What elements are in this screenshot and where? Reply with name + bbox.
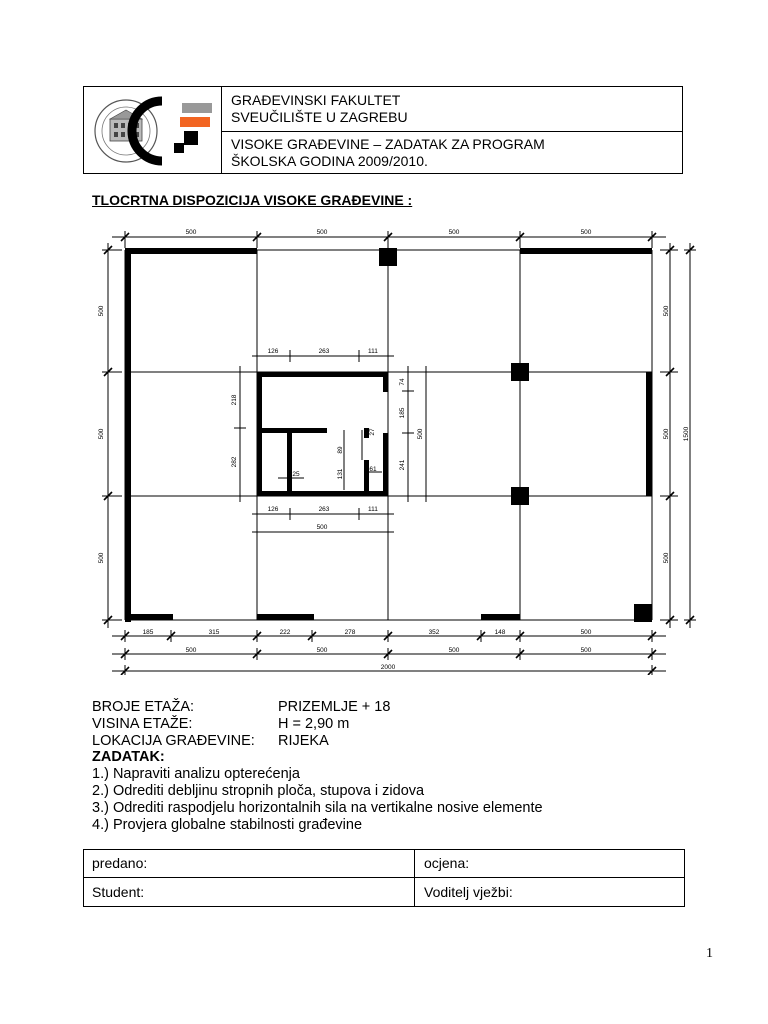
dim-right-1: 500 xyxy=(663,305,670,317)
dim-bottom-7: 500 xyxy=(580,629,592,636)
predano-label: predano: xyxy=(92,855,148,871)
floor-plan-drawing xyxy=(0,225,768,675)
dim-right-3: 500 xyxy=(663,552,670,564)
task-item-1: 1.) Napraviti analizu opterećenja xyxy=(92,766,300,782)
task-item-4: 4.) Provjera globalne stabilnosti građevine xyxy=(92,817,363,833)
dim-left-1: 500 xyxy=(98,305,105,317)
task-item-2: 2.) Odrediti debljinu stropnih ploča, stupova i zidova xyxy=(92,783,425,799)
dim-bottom-1: 185 xyxy=(142,629,154,636)
header-divider-horizontal xyxy=(221,131,682,132)
dim-core-inner-1: 25 xyxy=(292,471,300,478)
dim-core-inner-3: 131 xyxy=(337,468,344,480)
section-title: TLOCRTNA DISPOZICIJA VISOKE GRAĐEVINE : xyxy=(92,192,413,208)
dim-left-2: 500 xyxy=(98,428,105,440)
dim-core-bottom-3: 111 xyxy=(368,506,378,513)
dim-core-top-1: 126 xyxy=(267,348,279,355)
dim-left-3: 500 xyxy=(98,552,105,564)
dim-core-right-3: 241 xyxy=(399,459,406,471)
dim-bottom2-1: 500 xyxy=(185,647,197,654)
info-lokacija-value: RIJEKA xyxy=(278,733,329,749)
dim-core-left-1: 218 xyxy=(231,394,238,406)
info-etaze-value: PRIZEMLJE + 18 xyxy=(278,699,391,715)
voditelj-label: Voditelj vježbi: xyxy=(424,884,513,900)
info-etaze-label: BROJE ETAŽA: xyxy=(92,699,195,715)
task-item-3: 3.) Odrediti raspodjelu horizontalnih sila na vertikalne nosive elemente xyxy=(92,800,543,816)
dim-core-bottom-1: 126 xyxy=(267,506,279,513)
dim-core-top-2: 263 xyxy=(318,348,330,355)
student-label: Student: xyxy=(92,884,145,900)
dim-core-inner-5: 27 xyxy=(369,428,376,436)
info-visina-value: H = 2,90 m xyxy=(278,716,350,732)
faculty-name: GRAĐEVINSKI FAKULTET xyxy=(231,92,401,108)
info-zadatak-label: ZADATAK: xyxy=(92,749,165,765)
dim-bottom-3: 222 xyxy=(279,629,291,636)
dim-bottom2-2: 500 xyxy=(316,647,328,654)
dim-core-inner-4: 61 xyxy=(369,466,377,473)
dim-core-bottom-total: 500 xyxy=(316,524,328,531)
dim-core-right-1: 74 xyxy=(399,378,406,386)
faculty-logo xyxy=(90,93,216,169)
dim-bottom-2: 315 xyxy=(208,629,220,636)
info-visina-label: VISINA ETAŽE: xyxy=(92,716,193,732)
dim-right-2: 500 xyxy=(663,428,670,440)
dim-core-bottom-2: 263 xyxy=(318,506,330,513)
header-divider-vertical xyxy=(221,87,222,173)
table-divider-horizontal xyxy=(84,877,684,878)
dim-bottom-5: 352 xyxy=(428,629,440,636)
dim-bottom2-3: 500 xyxy=(448,647,460,654)
dim-core-top-3: 111 xyxy=(368,348,378,355)
dim-core-left-2: 282 xyxy=(231,456,238,468)
ocjena-label: ocjena: xyxy=(424,855,470,871)
submission-table xyxy=(83,849,685,907)
dim-top-1: 500 xyxy=(185,229,197,236)
dim-core-right-2: 185 xyxy=(399,407,406,419)
dim-top-2: 500 xyxy=(316,229,328,236)
dim-bottom2-4: 500 xyxy=(580,647,592,654)
info-lokacija-label: LOKACIJA GRAĐEVINE: xyxy=(92,733,255,749)
dim-bottom-total: 2000 xyxy=(380,664,396,671)
dim-bottom-6: 148 xyxy=(494,629,506,636)
university-name: SVEUČILIŠTE U ZAGREBU xyxy=(231,109,408,125)
dim-top-4: 500 xyxy=(580,229,592,236)
dim-top-3: 500 xyxy=(448,229,460,236)
school-year: ŠKOLSKA GODINA 2009/2010. xyxy=(231,153,428,169)
header-box xyxy=(83,86,683,174)
assignment-title: VISOKE GRAĐEVINE – ZADATAK ZA PROGRAM xyxy=(231,136,545,152)
dim-core-inner-2: 89 xyxy=(337,446,344,454)
table-divider-vertical xyxy=(414,850,415,906)
dim-right-total: 1500 xyxy=(683,426,690,442)
page-number: 1 xyxy=(706,946,713,961)
dim-core-right-total: 500 xyxy=(417,428,424,440)
dim-bottom-4: 278 xyxy=(344,629,356,636)
